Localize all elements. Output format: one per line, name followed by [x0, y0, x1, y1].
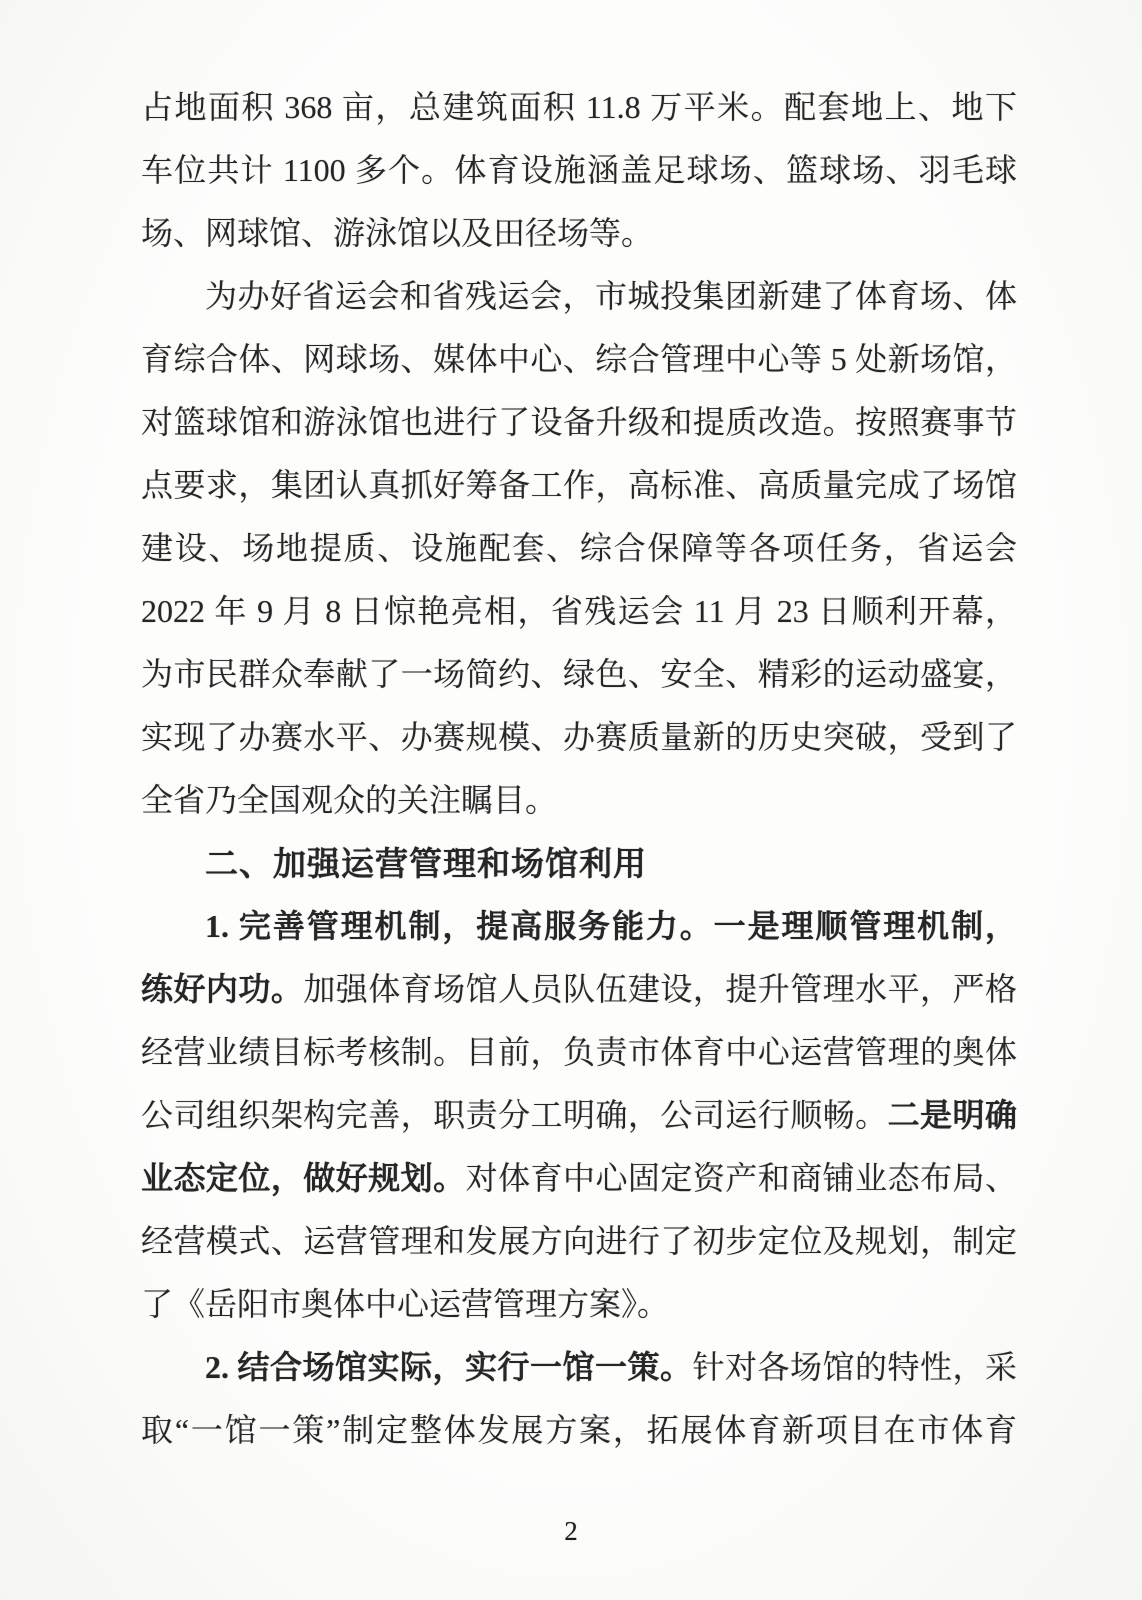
text-run: 对体育中心固定资产和商铺业态布局、: [465, 1160, 1017, 1196]
text-run: 二、加强运营管理和场馆利用: [205, 845, 647, 882]
text-line: [141, 1084, 1017, 1147]
text-line: [141, 139, 1017, 202]
text-line: [141, 454, 1017, 517]
text-line: [141, 517, 1017, 580]
text-run: 公司组织架构完善，职责分工明确，公司运行顺畅。: [141, 1097, 888, 1133]
text-line: [141, 1399, 1017, 1462]
text-line: [141, 769, 1017, 832]
text-run: 加强体育场馆人员队伍建设，提升管理水平，严格: [303, 971, 1017, 1007]
text-run: 取“一馆一策”制定整体发展方案，拓展体育新项目在市体育: [141, 1412, 1017, 1448]
text-run: 二是明确: [887, 1097, 1017, 1133]
text-line: [141, 895, 1017, 958]
text-line: [141, 1336, 1017, 1399]
text-run: 1. 完善管理机制，提高服务能力。一是理顺管理机制，: [205, 908, 1017, 944]
text-line: [141, 1273, 1017, 1336]
text-line: [141, 202, 1017, 265]
text-line: [141, 643, 1017, 706]
text-run: 为办好省运会和省残运会，市城投集团新建了体育场、体: [205, 278, 1017, 314]
text-line: [141, 958, 1017, 1021]
section-heading: [141, 832, 1017, 895]
text-line: [141, 328, 1017, 391]
text-run: 对篮球馆和游泳馆也进行了设备升级和提质改造。按照赛事节: [141, 404, 1017, 440]
text-line: [141, 76, 1017, 139]
text-run: 针对各场馆的特性，采: [692, 1349, 1017, 1385]
text-run: 2. 结合场馆实际，实行一馆一策。: [205, 1349, 693, 1385]
text-run: 占地面积 368 亩，总建筑面积 11.8 万平米。配套地上、地下: [141, 89, 1017, 125]
text-run: 经营模式、运营管理和发展方向进行了初步定位及规划，制定: [141, 1223, 1017, 1259]
page-number: 2: [564, 1516, 578, 1546]
text-line: [141, 265, 1017, 328]
text-run: 场、网球馆、游泳馆以及田径场等。: [141, 215, 654, 251]
text-run: 业态定位，做好规划。: [141, 1160, 466, 1196]
text-line: [141, 391, 1017, 454]
text-line: [141, 1021, 1017, 1084]
text-line: [141, 706, 1017, 769]
text-line: [141, 580, 1017, 643]
text-run: 2022 年 9 月 8 日惊艳亮相，省残运会 11 月 23 日顺利开幕，: [141, 593, 1017, 629]
text-run: 练好内功。: [141, 971, 304, 1007]
document-body: [141, 76, 1017, 1462]
text-run: 了《岳阳市奥体中心运营管理方案》。: [141, 1286, 670, 1322]
text-run: 实现了办赛水平、办赛规模、办赛质量新的历史突破，受到了: [141, 719, 1017, 755]
text-run: 为市民群众奉献了一场简约、绿色、安全、精彩的运动盛宴，: [141, 656, 1017, 692]
text-run: 点要求，集团认真抓好筹备工作，高标准、高质量完成了场馆: [141, 467, 1017, 503]
text-run: 育综合体、网球场、媒体中心、综合管理中心等 5 处新场馆，: [141, 341, 1017, 377]
text-run: 建设、场地提质、设施配套、综合保障等各项任务，省运会: [141, 530, 1017, 566]
text-run: 车位共计 1100 多个。体育设施涵盖足球场、篮球场、羽毛球: [141, 152, 1017, 188]
text-run: 经营业绩目标考核制。目前，负责市体育中心运营管理的奥体: [141, 1034, 1017, 1070]
text-run: 全省乃全国观众的关注瞩目。: [141, 782, 558, 818]
text-line: [141, 1147, 1017, 1210]
text-line: [141, 1210, 1017, 1273]
